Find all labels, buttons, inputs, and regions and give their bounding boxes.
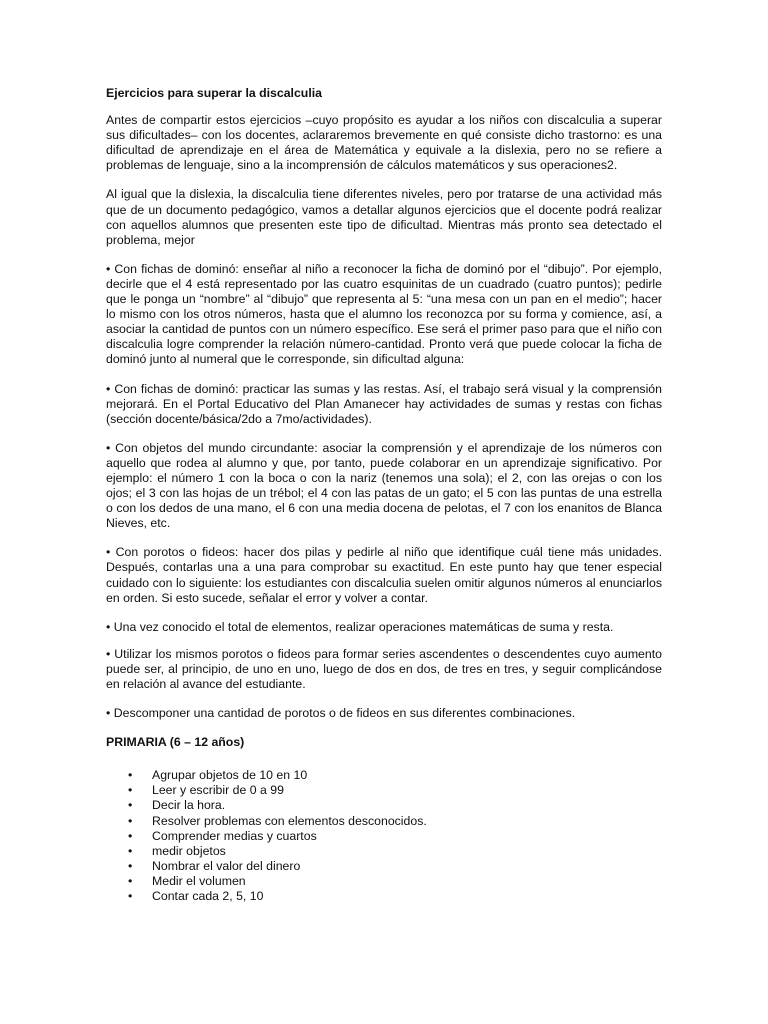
document-page bbox=[106, 86, 662, 904]
bullet-icon: • bbox=[128, 843, 133, 858]
decompose-paragraph: • Descomponer una cantidad de porotos o de fideos en sus diferentes combinaciones. bbox=[106, 706, 576, 721]
list-item bbox=[106, 859, 662, 874]
bullet-icon: • bbox=[128, 873, 133, 888]
bullet-icon: • bbox=[128, 889, 133, 904]
primaria-list bbox=[106, 768, 662, 904]
document-title: Ejercicios para superar la discalculia bbox=[106, 86, 322, 100]
domino-sums-paragraph: • Con fichas de dominó: practicar las sumas y las restas. Así, el trabajo será visual y la comprensión mejorará. En el Portal Educativo del Plan Amanecer hay actividades de sumas y restas con fichas (sección docente/básica/2do a 7mo/actividades). bbox=[106, 381, 662, 426]
bullet-icon: • bbox=[128, 828, 133, 843]
bullet-icon: • bbox=[128, 858, 133, 873]
surrounding-objects-paragraph: • Con objetos del mundo circundante: asociar la comprensión y el aprendizaje de los números con aquello que rodea al alumno y que, por tanto, puede colaborar en un aprendizaje significativo. Por ejemplo: el número 1 con la boca o con la nariz (tenemos una sola); el 2, con las orejas o con los ojos; el 3 con las hojas de un trébol; el 4 con las patas de un gato; el 5 con las puntas de una estrella o con los dedos de una mano, el 6 con una media docena de pelotas, el 7 con los enanitos de Blanca Nieves, etc. bbox=[106, 440, 662, 531]
list-item bbox=[106, 829, 662, 844]
list-item-text: Leer y escribir de 0 a 99 bbox=[152, 783, 284, 798]
list-item bbox=[106, 798, 662, 813]
list-item-text: medir objetos bbox=[152, 843, 226, 858]
bullet-icon: • bbox=[128, 783, 133, 798]
list-item-text: Medir el volumen bbox=[152, 873, 246, 888]
list-item bbox=[106, 814, 662, 829]
list-item-text: Decir la hora. bbox=[152, 798, 226, 813]
bullet-icon: • bbox=[128, 768, 133, 783]
section-heading-primaria: PRIMARIA (6 – 12 años) bbox=[106, 735, 245, 750]
intro-paragraph: Antes de compartir estos ejercicios –cuyo propósito es ayudar a los niños con discalculia a superar sus dificultades– con los docentes, aclararemos brevemente en qué consiste dicho trastorno: es una dificultad de aprendizaje en el área de Matemática y equivale a la dislexia, pero no se refiere a problemas de lenguaje, sino a la incomprensión de cálculos matemáticos y sus operaciones2. bbox=[106, 113, 662, 173]
list-item bbox=[106, 768, 662, 783]
list-item bbox=[106, 844, 662, 859]
series-paragraph: • Utilizar los mismos porotos o fideos para formar series ascendentes o descendentes cuyo aumento puede ser, al principio, de uno en uno, luego de dos en dos, de tres en tres, y seguir complicándose en relación al avance del estudiante. bbox=[106, 646, 662, 691]
list-item-text: Nombrar el valor del dinero bbox=[152, 858, 301, 873]
list-item-text: Agrupar objetos de 10 en 10 bbox=[152, 768, 308, 783]
domino-recognition-paragraph: • Con fichas de dominó: enseñar al niño a reconocer la ficha de dominó por el “dibujo”. Por ejemplo, decirle que el 4 está representado por las cuatro esquinitas de un cuadrado (cuatro puntos); pedirle que le ponga un “nombre” al “dibujo” que representa al 5: “una mesa con un pan en el medio”; hacer lo mismo con los otros números, hasta que el alumno los reconozca por su forma y comience, así, a asociar la cantidad de puntos con un número específico. Ese será el primer paso para que el niño con discalculia logre comprender la relación número-cantidad. Pronto verá que puede colocar la ficha de dominó junto al numeral que le corresponde, sin dificultad alguna: bbox=[106, 261, 662, 367]
beans-piles-paragraph: • Con porotos o fideos: hacer dos pilas y pedirle al niño que identifique cuál tiene más unidades. Después, contarlas una a una para comprobar su exactitud. En este punto hay que tener especial cuidado con lo siguiente: los estudiantes con discalculia suelen omitir algunos números al enunciarlos en orden. Si esto sucede, señalar el error y volver a contar. bbox=[106, 545, 662, 605]
list-item-text: Comprender medias y cuartos bbox=[152, 828, 317, 843]
bullet-icon: • bbox=[128, 798, 133, 813]
total-operations-paragraph: • Una vez conocido el total de elementos, realizar operaciones matemáticas de suma y resta. bbox=[106, 619, 614, 634]
list-item bbox=[106, 889, 662, 904]
list-item bbox=[106, 874, 662, 889]
levels-paragraph: Al igual que la dislexia, la discalculia tiene diferentes niveles, pero por tratarse de una actividad más que de un documento pedagógico, vamos a detallar algunos ejercicios que el docente podrá realizar con aquellos alumnos que presenten este tipo de dificultad. Mientras más pronto sea detectado el problema, mejor bbox=[106, 187, 662, 247]
list-item bbox=[106, 783, 662, 798]
list-item-text: Resolver problemas con elementos desconocidos. bbox=[152, 813, 427, 828]
bullet-icon: • bbox=[128, 813, 133, 828]
list-item-text: Contar cada 2, 5, 10 bbox=[152, 889, 264, 904]
